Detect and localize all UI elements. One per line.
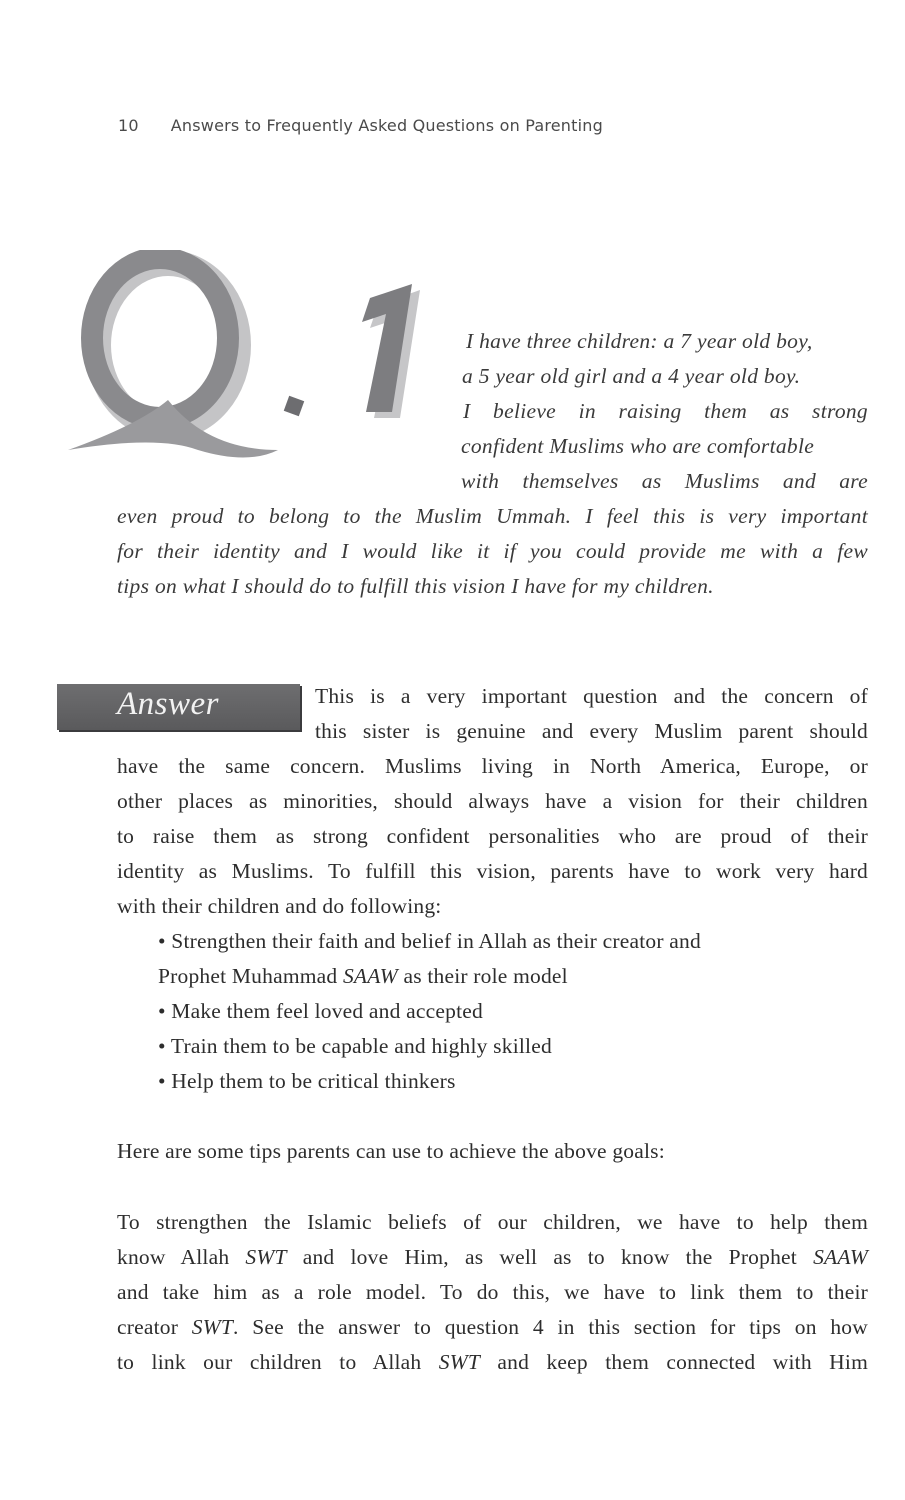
q-dot: [284, 396, 305, 417]
answer-line-5: to raise them as strong confident personalities who are proud of their: [117, 824, 868, 848]
answer-line-4: other places as minorities, should always have a vision for their children: [117, 789, 868, 813]
question-number-graphic: [48, 250, 448, 490]
honorific-swt: SWT: [438, 1350, 480, 1374]
bullet-faith-text: Prophet Muhammad: [158, 964, 343, 988]
bullet-faith-line-2: [158, 962, 568, 990]
honorific-swt: SWT: [191, 1315, 233, 1339]
para2-line-2: [117, 1243, 868, 1271]
question-line-7: for their identity and I would like it if you could provide me with a few: [117, 539, 868, 563]
bullet-skilled: • Train them to be capable and highly skilled: [158, 1034, 552, 1058]
para2-line-5-a: to link our children to Allah: [117, 1350, 439, 1374]
page-number: 10: [118, 116, 139, 135]
para2-line-4: [117, 1313, 868, 1341]
para2-line-4-b: . See the answer to question 4 in this section for tips on how: [232, 1315, 868, 1339]
question-line-1: I have three children: a 7 year old boy,: [466, 329, 813, 353]
question-line-2: a 5 year old girl and a 4 year old boy.: [462, 364, 801, 388]
honorific-saaw: SAAW: [813, 1245, 869, 1269]
answer-line-7: with their children and do following:: [117, 894, 442, 918]
answer-line-3: have the same concern. Muslims living in North America, Europe, or: [117, 754, 868, 778]
para2-line-5-b: and keep them connected with Him: [480, 1350, 869, 1374]
answer-line-6: identity as Muslims. To fulfill this vision, parents have to work very hard: [117, 859, 868, 883]
bullet-faith-text-end: as their role model: [397, 964, 568, 988]
bullet-faith-line-1: • Strengthen their faith and belief in Allah as their creator and: [158, 929, 701, 953]
bullet-critical: • Help them to be critical thinkers: [158, 1069, 456, 1093]
honorific-saaw: SAAW: [342, 964, 398, 988]
running-header: [118, 116, 603, 135]
question-line-3: I believe in raising them as strong: [463, 399, 868, 423]
answer-line-2: this sister is genuine and every Muslim parent should: [315, 719, 868, 743]
honorific-swt: SWT: [245, 1245, 287, 1269]
running-title: Answers to Frequently Asked Questions on Parenting: [170, 116, 603, 135]
question-line-4: confident Muslims who are comfortable: [461, 434, 815, 458]
digit-one: [362, 284, 420, 418]
para2-line-2-a: know Allah: [117, 1245, 246, 1269]
para2-line-3: and take him as a role model. To do this, we have to link them to their: [117, 1280, 868, 1304]
para2-line-4-a: creator: [117, 1315, 192, 1339]
question-line-6: even proud to belong to the Muslim Ummah. I feel this is very important: [117, 504, 868, 528]
question-line-5: with themselves as Muslims and are: [461, 469, 868, 493]
para2-line-1: To strengthen the Islamic beliefs of our children, we have to help them: [117, 1210, 868, 1234]
para2-line-5: [117, 1348, 868, 1376]
answer-badge-label: Answer: [117, 686, 219, 722]
bullet-loved: • Make them feel loved and accepted: [158, 999, 483, 1023]
para2-line-2-b: and love Him, as well as to know the Prophet: [286, 1245, 814, 1269]
answer-line-1: This is a very important question and the concern of: [315, 684, 868, 708]
answer-badge: [57, 684, 300, 730]
tips-intro: Here are some tips parents can use to achieve the above goals:: [117, 1139, 665, 1163]
question-line-8: tips on what I should do to fulfill this vision I have for my children.: [117, 574, 714, 598]
